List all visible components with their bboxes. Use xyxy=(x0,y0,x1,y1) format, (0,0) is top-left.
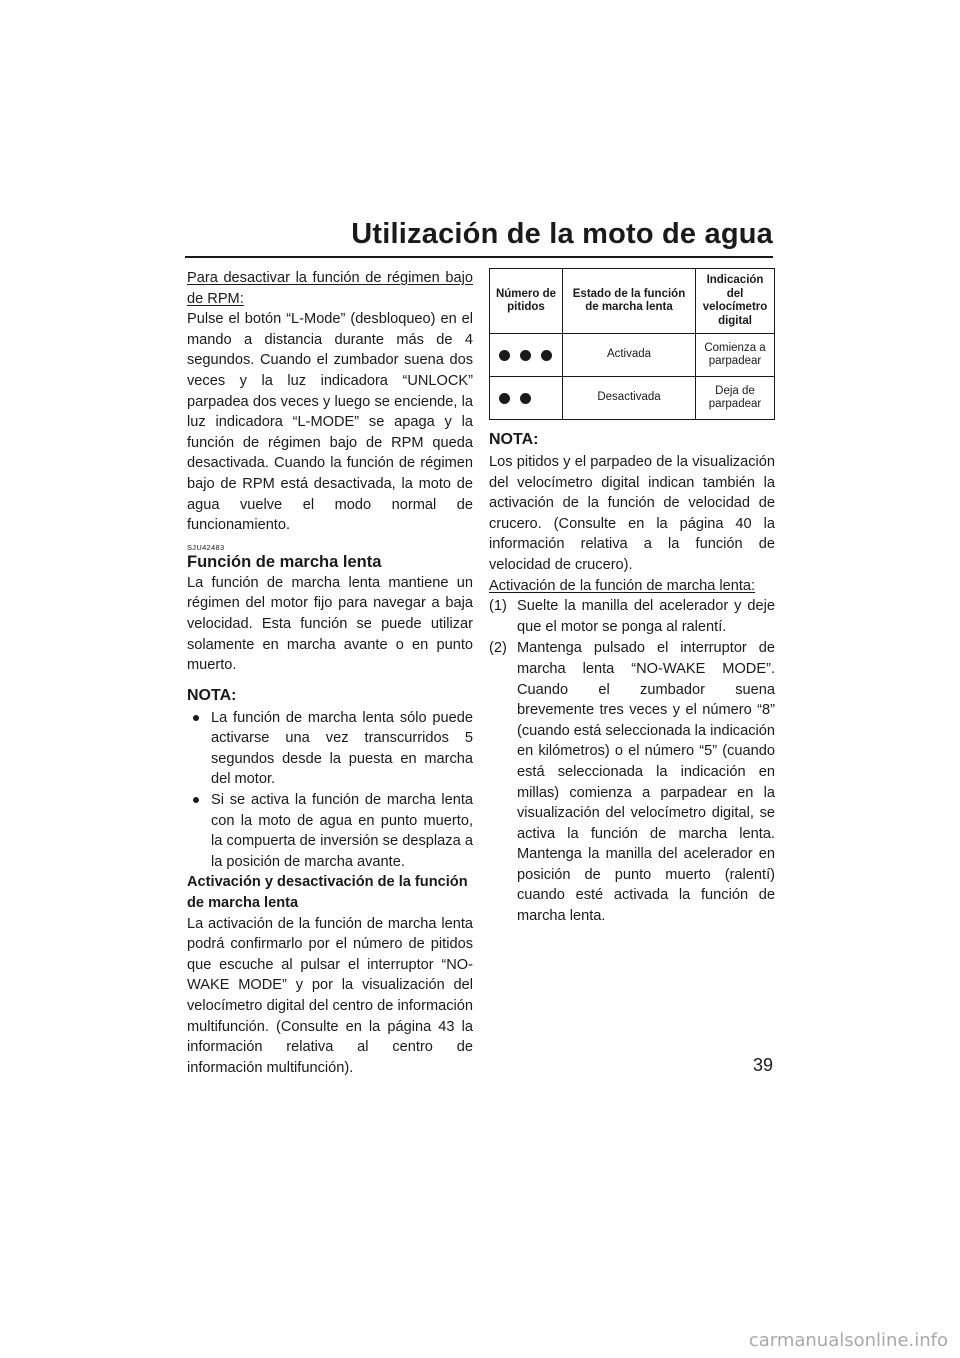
beep-dot-icon xyxy=(520,393,531,404)
activation-subheading: Activación y desactivación de la función de marcha lenta xyxy=(187,874,468,912)
watermark: carmanualsonline.info xyxy=(748,1330,948,1351)
beep-dots xyxy=(493,393,559,404)
header-state: Estado de la función de marcha lenta xyxy=(563,269,696,334)
table-header-row xyxy=(490,269,775,334)
section-title: Función de marcha lenta xyxy=(187,552,382,571)
beeps-cell xyxy=(490,377,563,420)
nota-label: NOTA: xyxy=(187,686,237,704)
table-row xyxy=(490,334,775,377)
indication-cell: Comienza a parpadear xyxy=(696,334,775,377)
activation-heading: Activación de la función de marcha lenta: xyxy=(489,577,756,594)
state-cell: Desactivada xyxy=(563,377,696,420)
section-code: SJU42483 xyxy=(187,542,225,552)
bullet-icon xyxy=(193,797,199,803)
step-number: (2) xyxy=(489,640,507,657)
beep-dots xyxy=(493,350,559,361)
nota-bullet-text: Si se activa la función de marcha lenta con la moto de agua en punto muerto, la compuerta de inversión se desplaza a la posición de marcha avante. xyxy=(211,792,473,870)
step-item xyxy=(489,638,775,926)
step-number: (1) xyxy=(489,598,507,615)
beep-dot-icon xyxy=(499,350,510,361)
beep-dot-icon xyxy=(520,350,531,361)
deactivate-rpm-heading: Para desactivar la función de régimen bajo de RPM: xyxy=(187,270,473,307)
nota-bullet-list xyxy=(187,708,473,873)
table-row xyxy=(490,377,775,420)
indication-cell: Deja de parpadear xyxy=(696,377,775,420)
nota-text-right: Los pitidos y el parpadeo de la visualización del velocímetro digital indican también la activación de la función de velocidad de crucero. (Consulte en la página 40 la información relativa a la función de velocidad de crucero). xyxy=(489,454,775,573)
header-rule xyxy=(185,256,773,258)
deactivate-rpm-text: Pulse el botón “L-Mode” (desbloqueo) en el mando a distancia durante más de 4 segundos. Cuando el zumbador suena dos veces y la luz indicadora “UNLOCK” parpadea dos veces y luego se enciende, la luz indicadora “L-MODE” se apaga y la función de régimen bajo de RPM queda desactivada. Cuando la función de régimen bajo de RPM está desactivada, la moto de agua vuelve el modo normal de funcionamiento. xyxy=(187,311,473,534)
nota-bullet xyxy=(187,790,473,872)
beeps-cell xyxy=(490,334,563,377)
state-cell: Activada xyxy=(563,334,696,377)
page-number: 39 xyxy=(752,1055,773,1075)
nota-bullet xyxy=(187,708,473,790)
activation-text: La activación de la función de marcha lenta podrá confirmarlo por el número de pitidos que escuche al pulsar el interruptor “NO-WAKE MODE” y por la visualización del velocímetro digital del centro de información multifunción. (Consulte en la página 43 la información relativa al centro de información multifunción). xyxy=(187,915,473,1076)
page-title: Utilización de la moto de agua xyxy=(351,218,773,250)
step-text: Mantenga pulsado el interruptor de marcha lenta “NO-WAKE MODE”. Cuando el zumbador suena brevemente tres veces y el número “8” (cuando está seleccionada la indicación en kilómetros) o el número “5” (cuando está seleccionada la indicación en millas) comienza a parpadear en la visualización del velocímetro digital, se activa la función de marcha lenta. Mantenga la manilla del acelerador en posición de punto muerto (ralentí) cuando esté activada la función de marcha lenta. xyxy=(517,640,775,925)
section-intro: La función de marcha lenta mantiene un régimen del motor fijo para navegar a baja velocidad. Esta función se puede utilizar solamente en marcha avante o en punto muerto. xyxy=(187,574,473,674)
beep-dot-icon xyxy=(499,393,510,404)
nota-label-right: NOTA: xyxy=(489,431,539,448)
step-item xyxy=(489,596,775,637)
nota-bullet-text: La función de marcha lenta sólo puede activarse una vez transcurridos 5 segundos desde la puesta en marcha del motor. xyxy=(211,709,473,788)
beeps-table xyxy=(489,268,775,420)
step-text: Suelte la manilla del acelerador y deje que el motor se ponga al ralentí. xyxy=(517,598,775,635)
steps-list xyxy=(489,596,775,927)
bullet-icon xyxy=(193,715,199,721)
header-indication: Indicación del velocímetro digital xyxy=(696,269,775,334)
beep-dot-icon xyxy=(541,350,552,361)
left-column xyxy=(187,268,473,1078)
right-column xyxy=(489,268,775,928)
header-beeps: Número de pitidos xyxy=(490,269,563,334)
